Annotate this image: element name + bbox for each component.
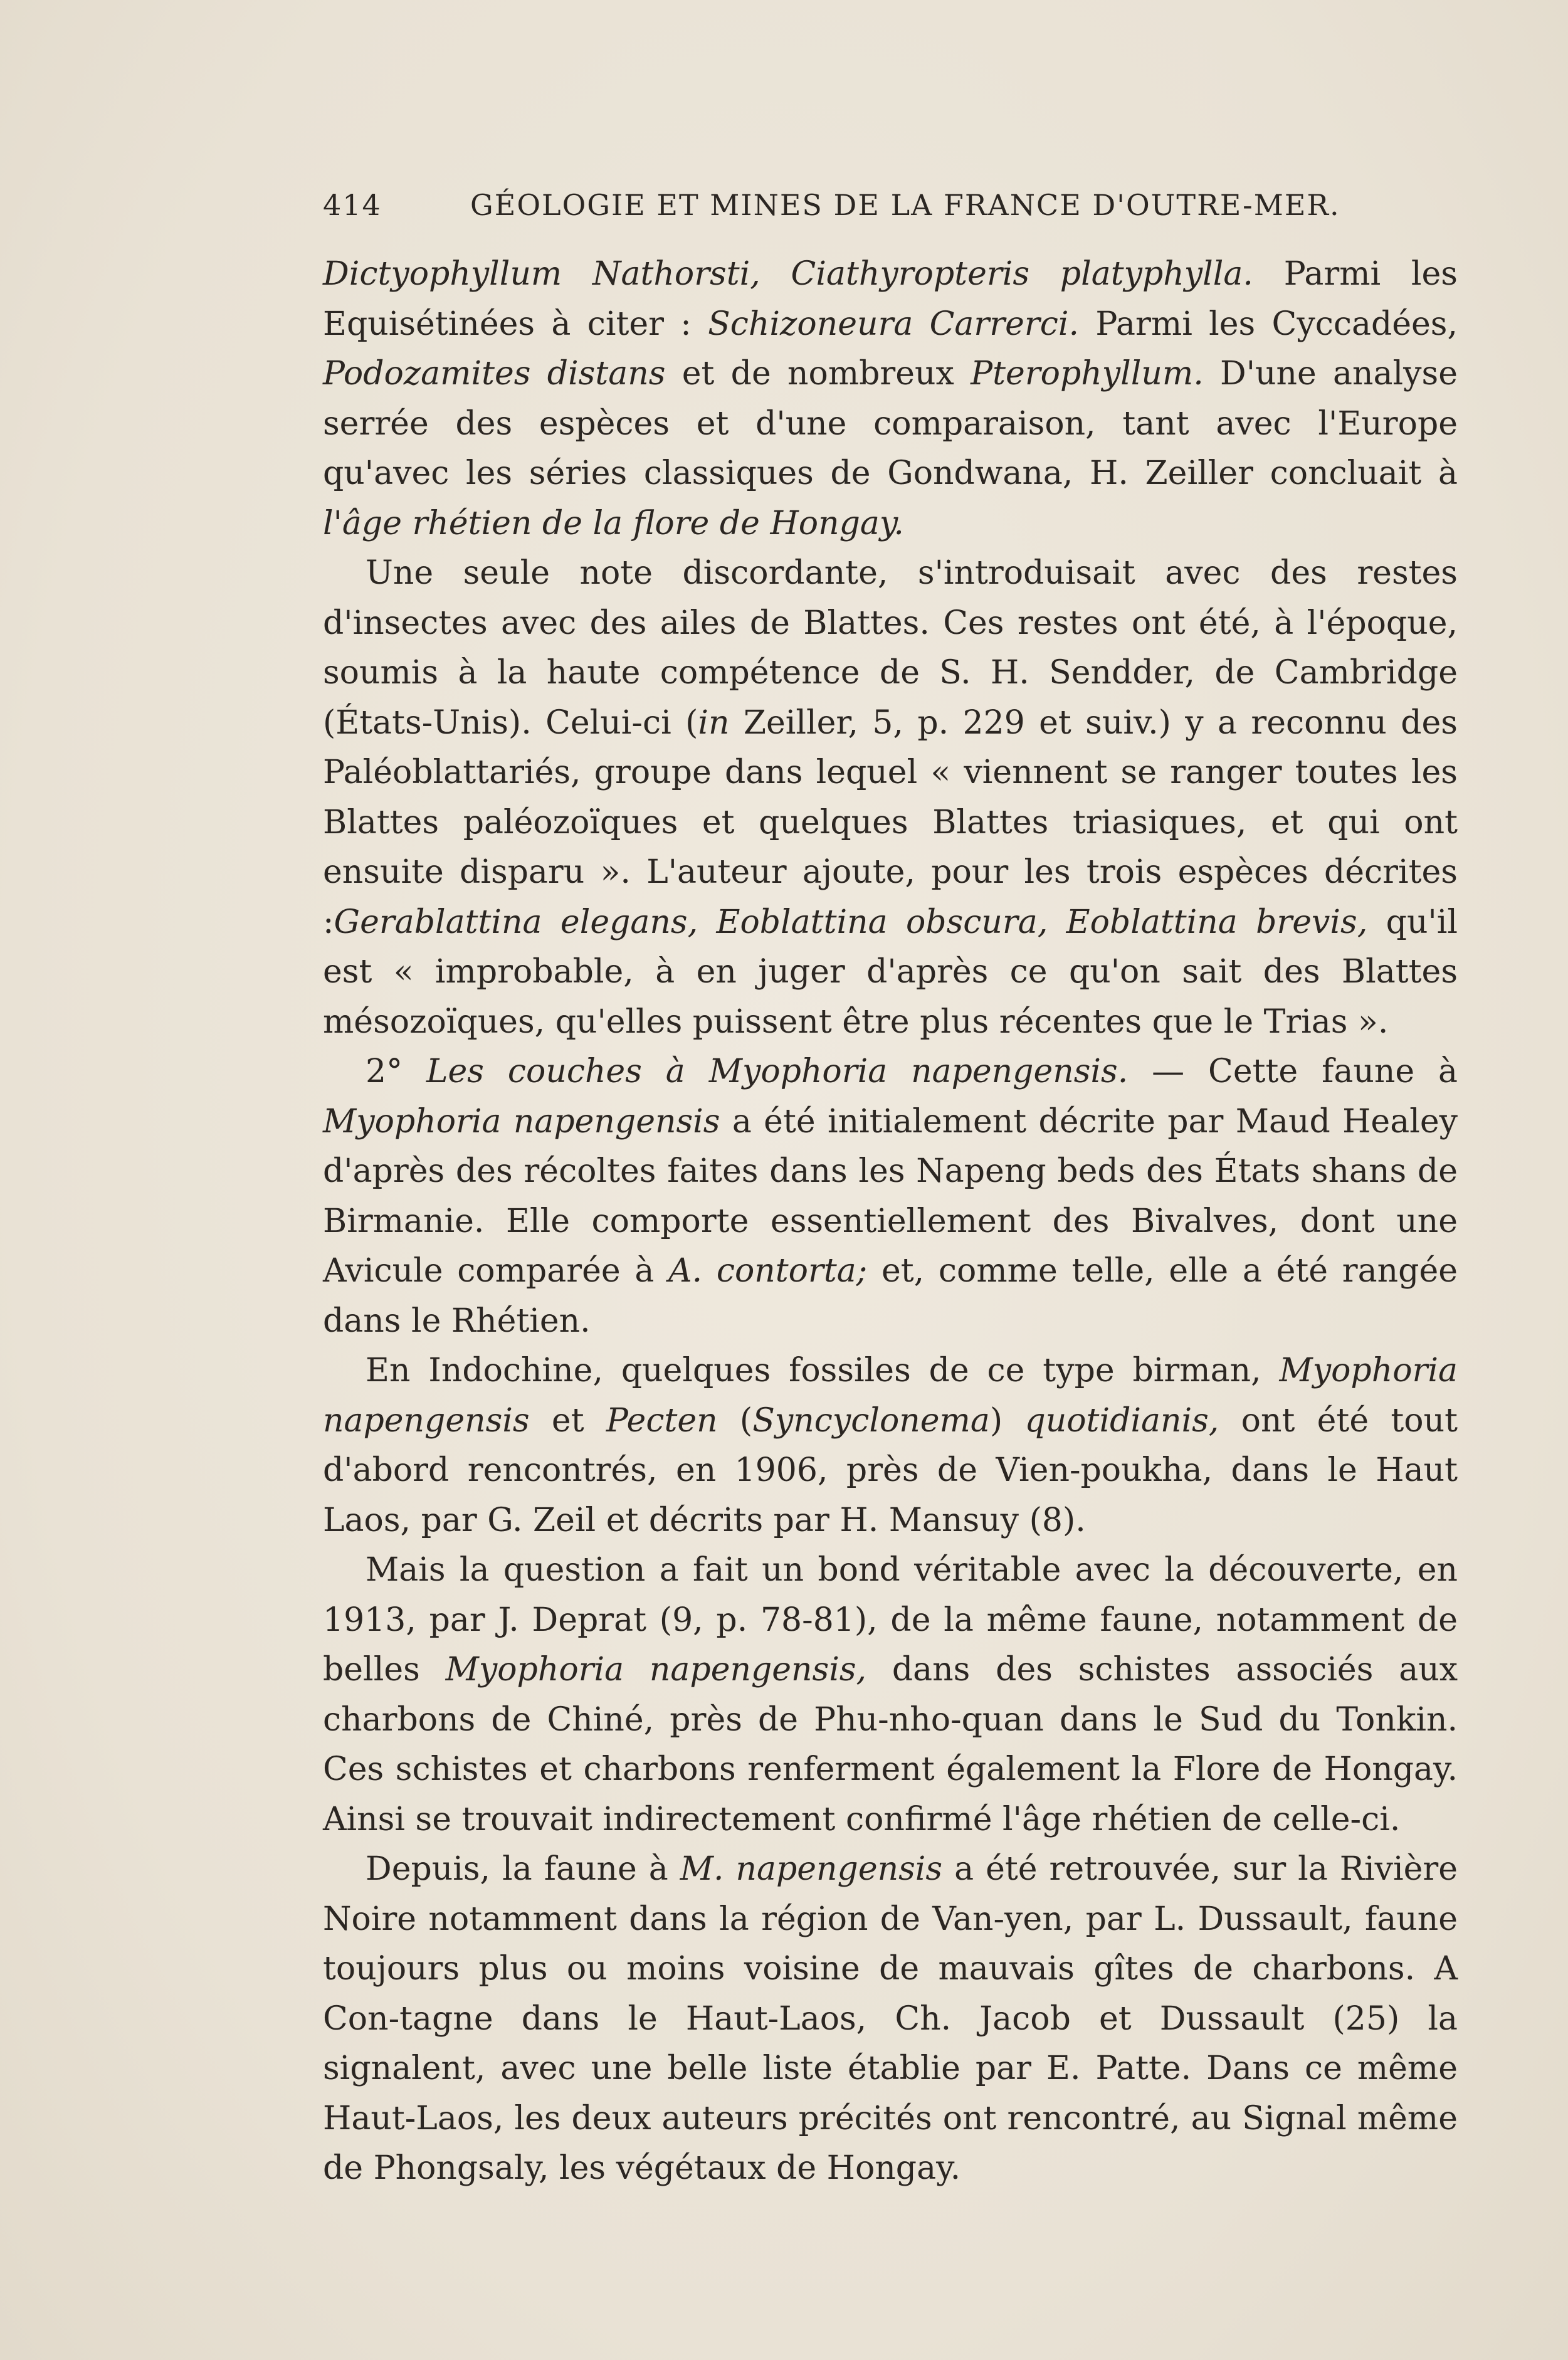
page-header	[323, 188, 1340, 232]
text-segment: ont été tout d'abord rencontrés, en 1906, près de Vien-poukha, dans le Haut Laos, par G. Zeil et décrits par H. Mansuy (8).	[323, 1401, 1458, 1539]
text-segment: Zeiller, 5, p. 229 et suiv.) y a reconnu des Paléoblattariés, groupe dans lequel « viennent se ranger toutes les Blattes paléozoïques et quelques Blattes triasiques, et qui ont ensuite disparu ». L'auteur ajoute, pour les trois espèces décrites :	[323, 703, 1458, 941]
body-text	[323, 250, 1458, 2194]
text-segment: Myophoria napengensis,	[445, 1651, 867, 1688]
text-segment: et, comme telle, elle a été rangée dans le Rhétien.	[323, 1252, 1458, 1340]
text-segment: Parmi les Cyccadées,	[1079, 305, 1458, 343]
text-segment: Myophoria napengensis	[323, 1102, 720, 1140]
text-segment: a été initialement décrite par Maud Healey d'après des récoltes faites dans les Napeng beds des États shans de Birmanie. Elle comporte essentiellement des Bivalves, dont une Avicule comparée à	[323, 1102, 1458, 1290]
text-segment: )	[989, 1401, 1025, 1440]
text-segment: dans des schistes associés aux charbons de Chiné, près de Phu-nho-quan dans le Sud du Tonkin. Ces schistes et charbons renferment également la Flore de Hongay. Ainsi se trouvait indirectement confirmé l'âge rhétien de celle-ci.	[323, 1651, 1458, 1838]
paragraph	[323, 1546, 1458, 1845]
text-segment: Dictyophyllum Nathorsti, Ciathyropteris platyphylla.	[323, 255, 1253, 293]
text-segment: et de nombreux	[665, 355, 971, 392]
running-title: GÉOLOGIE ET MINES DE LA FRANCE D'OUTRE-MER.	[470, 188, 1340, 222]
text-segment: Depuis, la faune à	[366, 1850, 680, 1888]
text-segment: Pterophyllum.	[971, 355, 1204, 392]
text-segment: Syncyclonema	[752, 1401, 990, 1440]
text-segment: et	[529, 1401, 606, 1440]
page-number: 414	[323, 188, 382, 222]
text-segment: Pecten	[606, 1401, 718, 1440]
text-segment: Une seule note discordante, s'introduisait avec des restes d'insectes avec des ailes de Blattes. Ces restes ont été, à l'époque, soumis à la haute compétence de S. H. Sendder, de Cambridge (États-Unis). Celui-ci (	[323, 554, 1458, 742]
text-segment: A. contorta;	[668, 1252, 868, 1290]
paragraph	[323, 250, 1458, 549]
text-segment: — Cette faune à	[1128, 1053, 1458, 1090]
text-segment: Myophoria napengensis	[323, 1352, 1458, 1440]
text-segment: quotidianis,	[1024, 1401, 1219, 1440]
text-segment: En Indochine, quelques fossiles de ce type birman,	[366, 1352, 1280, 1389]
paragraph	[323, 1047, 1458, 1346]
text-segment: l'âge rhétien de la flore de Hongay.	[323, 504, 904, 542]
paragraph	[323, 1845, 1458, 2194]
text-segment: Parmi les Equisétinées à citer :	[323, 255, 1458, 343]
text-segment: a été retrouvée, sur la Rivière Noire notamment dans la région de Van-yen, par L. Dussault, faune toujours plus ou moins voisine de mauvais gîtes de charbons. A Con-tagne dans le Haut-Laos, Ch. Jacob et Dussault (25) la signalent, avec une belle liste établie par E. Patte. Dans ce même Haut-Laos, les deux auteurs précités ont rencontré, au Signal même de Phongsaly, les végétaux de Hongay.	[323, 1850, 1458, 2187]
paragraph	[323, 1346, 1458, 1546]
paragraph	[323, 549, 1458, 1047]
text-segment: Les couches à Myophoria napengensis.	[426, 1053, 1129, 1090]
text-segment: 2°	[366, 1053, 426, 1090]
text-segment: qu'il est « improbable, à en juger d'après ce qu'on sait des Blattes mésozoïques, qu'elles puissent être plus récentes que le Trias ».	[323, 903, 1458, 1041]
text-segment: in	[698, 703, 730, 742]
text-segment: Schizoneura Carrerci.	[708, 305, 1080, 343]
text-segment: Gerablattina elegans, Eoblattina obscura, Eoblattina brevis,	[334, 903, 1368, 941]
text-segment: D'une analyse serrée des espèces et d'une comparaison, tant avec l'Europe qu'avec les séries classiques de Gondwana, H. Zeiller concluait à	[323, 355, 1458, 492]
text-segment: (	[717, 1401, 753, 1440]
text-segment: M. napengensis	[680, 1850, 943, 1888]
text-segment: Mais la question a fait un bond véritable avec la découverte, en 1913, par J. Deprat (9, p. 78-81), de la même faune, notamment de belles	[323, 1551, 1458, 1688]
text-segment: Podozamites distans	[323, 355, 666, 392]
